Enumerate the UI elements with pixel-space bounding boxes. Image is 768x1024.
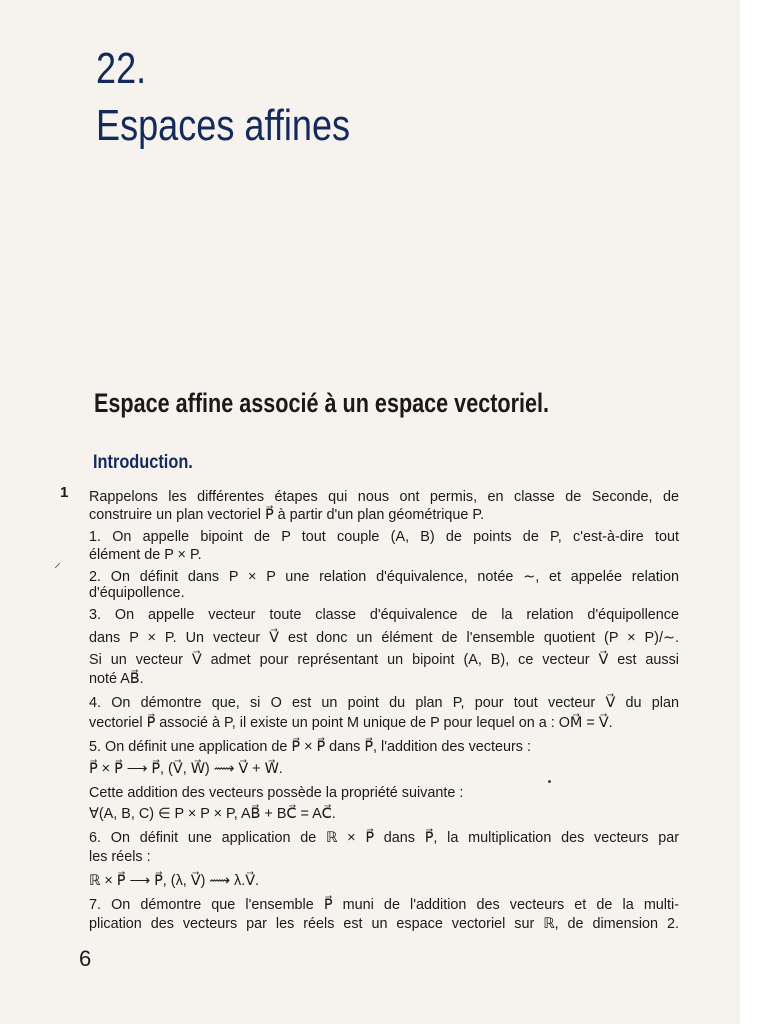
text-line: ℝ × P⃗ ⟶ P⃗, (λ, V⃗) ⟿ λ.V⃗. (89, 873, 260, 889)
text-line: 2. On définit dans P × P une relation d'équivalence, notée ∼, et appelée relation (89, 569, 679, 585)
text-line: élément de P × P. (89, 547, 202, 563)
paragraph-number: 1 (60, 484, 69, 501)
text-line: noté AB⃗. (89, 671, 144, 687)
text-line: 1. On appelle bipoint de P tout couple (A, B) de points de P, c'est-à-dire tout (89, 529, 679, 545)
chapter-number: 22. (96, 44, 147, 93)
section-title: Espace affine associé à un espace vectoriel. (94, 388, 550, 418)
text-line: plication des vecteurs par les réels est un espace vectoriel sur ℝ, de dimension 2. (89, 916, 679, 932)
text-line: 6. On définit une application de ℝ × P⃗ dans P⃗, la multiplication des vecteurs par (89, 830, 679, 846)
text-line: vectoriel P⃗ associé à P, il existe un point M unique de P pour lequel on a : OM⃗ = V⃗. (89, 715, 613, 731)
print-speck (548, 780, 551, 783)
text-line: P⃗ × P⃗ ⟶ P⃗, (V⃗, W⃗) ⟿ V⃗ + W⃗. (89, 761, 283, 777)
chapter-title: Espaces affines (96, 101, 351, 150)
subsection-title: Introduction. (93, 452, 193, 473)
text-line: ∀(A, B, C) ∈ P × P × P, AB⃗ + BC⃗ = AC⃗. (89, 806, 336, 822)
text-line: 5. On définit une application de P⃗ × P⃗ dans P⃗, l'addition des vecteurs : (89, 739, 531, 755)
text-line: Cette addition des vecteurs possède la propriété suivante : (89, 785, 464, 801)
text-line: 7. On démontre que l'ensemble P⃗ muni de l'addition des vecteurs et de la multi- (89, 897, 679, 913)
text-line: d'équipollence. (89, 585, 185, 601)
text-line: dans P × P. Un vecteur V⃗ est donc un élément de l'ensemble quotient (P × P)/∼. (89, 630, 679, 646)
text-line: Si un vecteur V⃗ admet pour représentant un bipoint (A, B), ce vecteur V⃗ est aussi (89, 652, 679, 668)
text-line: 4. On démontre que, si O est un point du plan P, pour tout vecteur V⃗ du plan (89, 695, 679, 711)
text-line: les réels : (89, 849, 151, 865)
margin-mark: ⸝ (54, 554, 61, 570)
page-number: 6 (79, 946, 92, 971)
text-line: 3. On appelle vecteur toute classe d'équivalence de la relation d'équipollence (89, 607, 679, 623)
scan-margin (740, 0, 768, 1024)
text-line: construire un plan vectoriel P⃗ à partir d'un plan géométrique P. (89, 507, 485, 523)
text-line: Rappelons les différentes étapes qui nous ont permis, en classe de Seconde, de (89, 489, 679, 505)
